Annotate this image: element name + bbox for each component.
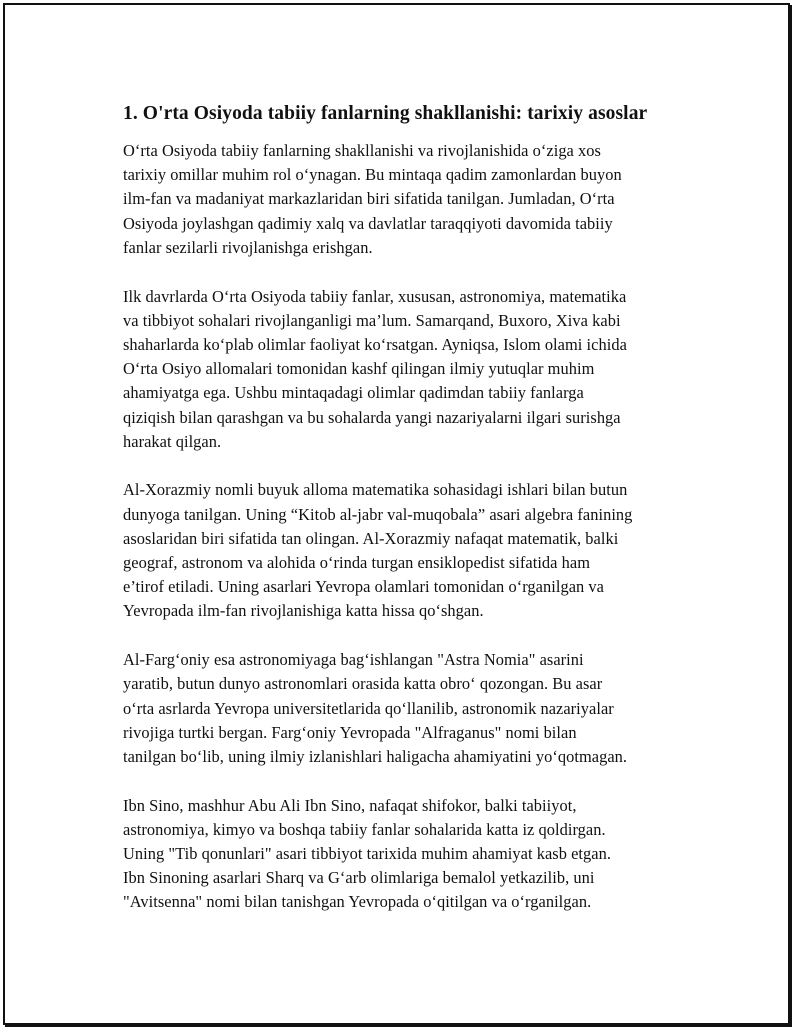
text-line: "Avitsenna" nomi bilan tanishgan Yevropada o‘qitilgan va o‘rganilgan. bbox=[123, 892, 592, 912]
text-line: ilm-fan va madaniyat markazlaridan biri sifatida tanilgan. Jumladan, O‘rta bbox=[123, 189, 615, 209]
text-line: O‘rta Osiyoda tabiiy fanlarning shakllanishi va rivojlanishida o‘ziga xos bbox=[123, 141, 601, 160]
text-line: e’tirof etiladi. Uning asarlari Yevropa olamlari tomonidan o‘rganilgan va bbox=[123, 577, 604, 597]
paragraph bbox=[123, 139, 703, 260]
text-line: Al-Xorazmiy nomli buyuk alloma matematika sohasidagi ishlari bilan butun bbox=[123, 480, 628, 500]
text-line: geograf, astronom va alohida o‘rinda turgan ensiklopedist sifatida ham bbox=[123, 553, 591, 573]
paragraph bbox=[123, 478, 703, 623]
text-line: O‘rta Osiyo allomalari tomonidan kashf qilingan ilmiy yutuqlar muhim bbox=[123, 359, 595, 379]
text-line: fanlar sezilarli rivojlanishga erishgan. bbox=[123, 237, 373, 257]
paragraph bbox=[123, 794, 703, 915]
document-title: 1. O'rta Osiyoda tabiiy fanlarning shakllanishi: tarixiy asoslar bbox=[123, 103, 648, 124]
paragraph bbox=[123, 648, 703, 769]
document-body bbox=[123, 101, 703, 939]
text-line: tanilgan bo‘lib, uning ilmiy izlanishlari haligacha ahamiyatini yo‘qotmagan. bbox=[123, 746, 628, 766]
text-line: o‘rta asrlarda Yevropa universitetlarida qo‘llanilib, astronomik nazariyalar bbox=[123, 698, 614, 718]
text-line: dunyoga tanilgan. Uning “Kitob al-jabr val-muqobala” asari algebra fanining bbox=[123, 504, 633, 524]
paragraph bbox=[123, 285, 703, 454]
text-line: va tibbiyot sohalari rivojlanganligi ma’lum. Samarqand, Buxoro, Xiva kabi bbox=[123, 310, 621, 330]
text-line: tarixiy omillar muhim rol o‘ynagan. Bu mintaqa qadim zamonlardan buyon bbox=[123, 165, 622, 185]
text-line: yaratib, butun dunyo astronomlari orasida katta obro‘ qozongan. Bu asar bbox=[123, 674, 603, 694]
text-line: Uning "Tib qonunlari" asari tibbiyot tarixida muhim ahamiyat kasb etgan. bbox=[123, 844, 611, 864]
text-line: harakat qilgan. bbox=[123, 431, 222, 451]
text-line: asoslaridan biri sifatida tan olingan. Al-Xorazmiy nafaqat matematik, balki bbox=[123, 528, 619, 548]
text-line: shaharlarda ko‘plab olimlar faoliyat ko‘rsatgan. Ayniqsa, Islom olami ichida bbox=[123, 334, 627, 354]
text-line: Ibn Sino, mashhur Abu Ali Ibn Sino, nafaqat shifokor, balki tabiiyot, bbox=[123, 795, 577, 815]
page-frame bbox=[3, 3, 790, 1025]
text-line: Osiyoda joylashgan qadimiy xalq va davlatlar taraqqiyoti davomida tabiiy bbox=[123, 213, 613, 233]
text-line: Al-Farg‘oniy esa astronomiyaga bag‘ishlangan "Astra Nomia" asarini bbox=[123, 650, 584, 670]
text-line: rivojiga turtki bergan. Farg‘oniy Yevropada "Alfraganus" nomi bilan bbox=[123, 722, 577, 742]
text-line: ahamiyatga ega. Ushbu mintaqadagi olimlar qadimdan tabiiy fanlarga bbox=[123, 383, 584, 403]
text-line: Ibn Sinoning asarlari Sharq va G‘arb olimlariga bemalol yetkazilib, uni bbox=[123, 868, 595, 888]
text-line: qiziqish bilan qarashgan va bu sohalarda yangi nazariyalarni ilgari surishga bbox=[123, 407, 621, 427]
text-line: astronomiya, kimyo va boshqa tabiiy fanlar sohalarida katta iz qoldirgan. bbox=[123, 819, 606, 839]
text-line: Yevropada ilm-fan rivojlanishiga katta hissa qo‘shgan. bbox=[123, 601, 484, 621]
text-line: Ilk davrlarda O‘rta Osiyoda tabiiy fanlar, xususan, astronomiya, matematika bbox=[123, 286, 627, 306]
